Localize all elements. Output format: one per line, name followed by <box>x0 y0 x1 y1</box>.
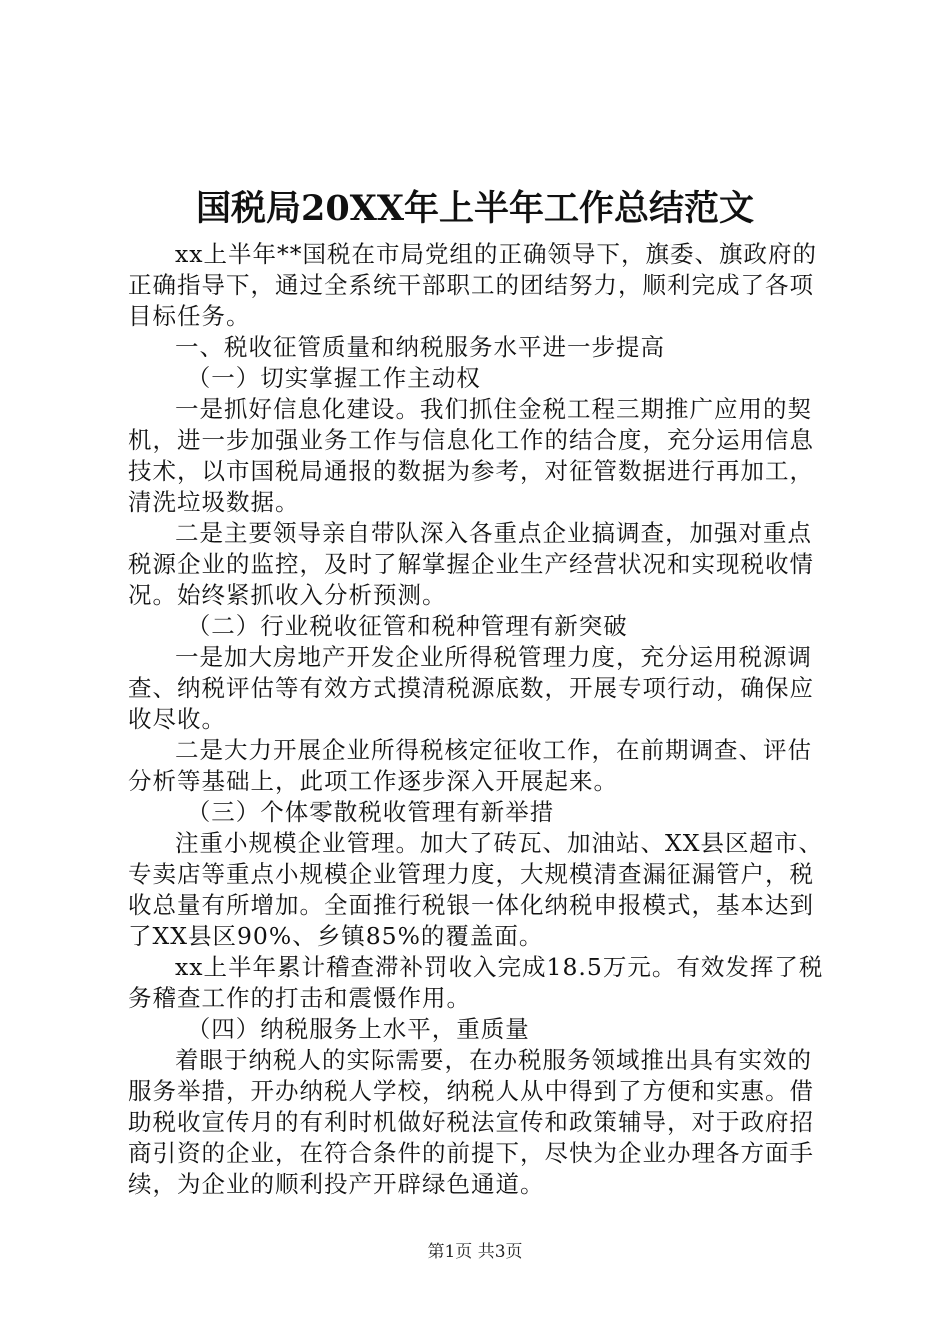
subsection-heading-2: （二）行业税收征管和税种管理有新突破 <box>186 612 628 640</box>
section-heading-1: 一、税收征管质量和纳税服务水平进一步提高 <box>175 333 665 361</box>
subsection-heading-1: （一）切实掌握工作主动权 <box>186 364 481 392</box>
document-body <box>128 239 828 1200</box>
page-number-footer: 第1页 共3页 <box>427 1242 523 1262</box>
paragraph: 一是加大房地产开发企业所得税管理力度，充分运用税源调查、纳税评估等有效方式摸清税源底数，开展专项行动，确保应收尽收。 <box>128 643 814 733</box>
paragraph: xx上半年累计稽查滞补罚收入完成18.5万元。有效发挥了税务稽查工作的打击和震慑作用。 <box>128 953 824 1012</box>
paragraph: 二是大力开展企业所得税核定征收工作，在前期调查、评估分析等基础上，此项工作逐步深入开展起来。 <box>128 736 812 795</box>
paragraph-intro: xx上半年**国税在市局党组的正确领导下，旗委、旗政府的正确指导下，通过全系统干部职工的团结努力，顺利完成了各项目标任务。 <box>128 240 818 330</box>
paragraph: 着眼于纳税人的实际需要，在办税服务领域推出具有实效的服务举措，开办纳税人学校，纳税人从中得到了方便和实惠。借助税收宣传月的有利时机做好税法宣传和政策辅导，对于政府招商引资的企业，在符合条件的前提下，尽快为企业办理各方面手续，为企业的顺利投产开辟绿色通道。 <box>128 1046 814 1198</box>
document-title: 国税局20XX年上半年工作总结范文 <box>195 188 755 229</box>
subsection-heading-3: （三）个体零散税收管理有新举措 <box>186 798 555 826</box>
paragraph: 注重小规模企业管理。加大了砖瓦、加油站、XX县区超市、专卖店等重点小规模企业管理力度，大规模清查漏征漏管户，税收总量有所增加。全面推行税银一体化纳税申报模式，基本达到了XX县区90%、乡镇85%的覆盖面。 <box>128 829 823 950</box>
subsection-heading-4: （四）纳税服务上水平，重质量 <box>186 1015 530 1043</box>
paragraph: 二是主要领导亲自带队深入各重点企业搞调查，加强对重点税源企业的监控，及时了解掌握企业生产经营状况和实现税收情况。始终紧抓收入分析预测。 <box>128 519 814 609</box>
paragraph: 一是抓好信息化建设。我们抓住金税工程三期推广应用的契机，进一步加强业务工作与信息化工作的结合度，充分运用信息技术，以市国税局通报的数据为参考，对征管数据进行再加工，清洗垃圾数据。 <box>128 395 814 516</box>
